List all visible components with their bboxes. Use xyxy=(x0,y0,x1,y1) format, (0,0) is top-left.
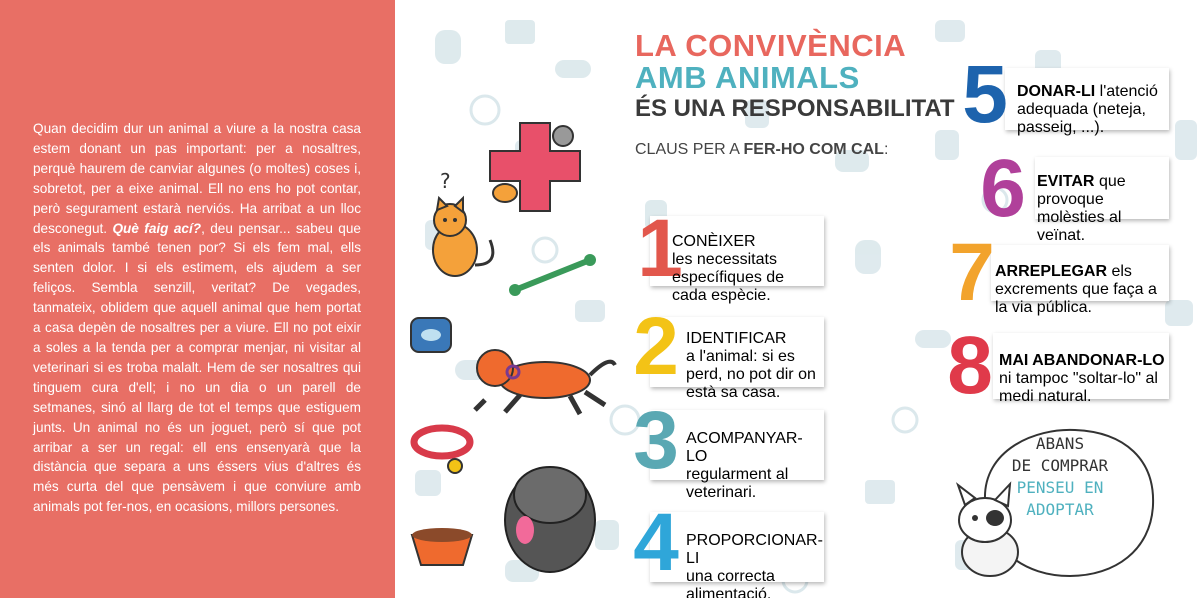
title-line-3: ÉS UNA RESPONSABILITAT xyxy=(635,95,955,122)
intro-text: Quan decidim dur un animal a viure a la nostra casa estem donant un pas important: per a nosaltres, perquè haurem de canviar algunes (o moltes) coses i, sobretot, per a eixe animal. Ell no ens ho pot contar, però segurament estarà nerviós. Ha arribat a un lloc desconegut. Què faig ací?, deu pensar... sabeu que els animals també tenen por? Si els fem mal, ells senten dolor. I si els estimem, els ajudem a ser feliços. Sembla senzill, veritat? De vegades, tanmateix, oblidem que aquell animal que hem portat a casa depèn de nosaltres per a viure. Ell no pot eixir a soles a la tenda per a comprar menjar, ni visitar al veterinari si es troba malalt. Hem de ser nosaltres qui tinguem cura d'ell; i no un dia o un parell de setmanes, sinó al llarg de tot el temps que estiguem junts. Un animal no és un joguet, però sí que pot arribar a ser un regal: ell ens ensenyarà que la distància que separa a uns éssers vius d'altres és més curta del que pensàvem i que conviure amb animals pot fer-nos, en ocasions, millors persones. xyxy=(33,121,361,515)
key-number-8: 8 xyxy=(947,320,993,411)
fish-can-illustration xyxy=(407,310,457,360)
cross-illustration xyxy=(485,118,595,218)
key-text-3: ACOMPANYAR-LO regularment al veterinari. xyxy=(686,430,803,501)
running-dog-illustration xyxy=(465,330,625,420)
title-line-1: LA CONVIVÈNCIA xyxy=(635,28,907,63)
keys-panel xyxy=(395,0,1200,598)
question-mark-icon: ? xyxy=(440,170,451,193)
intro-panel xyxy=(0,0,395,598)
adoption-badge-text: ABANS DE COMPRAR PENSEU EN ADOPTAR xyxy=(1011,434,1109,519)
food-bowl-illustration xyxy=(407,520,477,570)
key-number-6: 6 xyxy=(980,143,1026,234)
key-number-1: 1 xyxy=(637,203,683,294)
main-title xyxy=(635,28,955,124)
shaggy-dog-illustration xyxy=(495,455,605,580)
title-line-2: AMB ANIMALS xyxy=(635,60,860,95)
key-number-7: 7 xyxy=(949,227,995,318)
key-text-8: MAI ABANDONAR-LO ni tampoc "soltar-lo" al medi natural. xyxy=(999,352,1165,405)
key-number-5: 5 xyxy=(962,49,1008,140)
key-text-1: CONÈIXER les necessitats específiques de cada espècie. xyxy=(672,233,785,304)
key-text-2: IDENTIFICAR a l'animal: si es perd, no pot dir on està sa casa. xyxy=(686,330,816,401)
collar-illustration xyxy=(410,420,480,480)
intro-italic: Què faig ací? xyxy=(112,220,202,236)
key-number-2: 2 xyxy=(633,301,679,392)
key-text-5: DONAR-LI l'atenció adequada (neteja, passeig, ...). xyxy=(1017,83,1158,136)
key-text-7: ARREPLEGAR els excrements que faça a la via pública. xyxy=(995,263,1157,316)
key-text-4: PROPORCIONAR-LI una correcta alimentació. xyxy=(686,532,823,598)
keys-subtitle: CLAUS PER A FER-HO COM CAL: xyxy=(635,141,889,158)
dog-bone-toy xyxy=(505,250,605,300)
key-number-3: 3 xyxy=(633,395,679,486)
key-text-6: EVITAR que provoque molèsties al veïnat. xyxy=(1037,173,1126,244)
bulldog-illustration xyxy=(940,480,1030,580)
key-number-4: 4 xyxy=(633,497,679,588)
